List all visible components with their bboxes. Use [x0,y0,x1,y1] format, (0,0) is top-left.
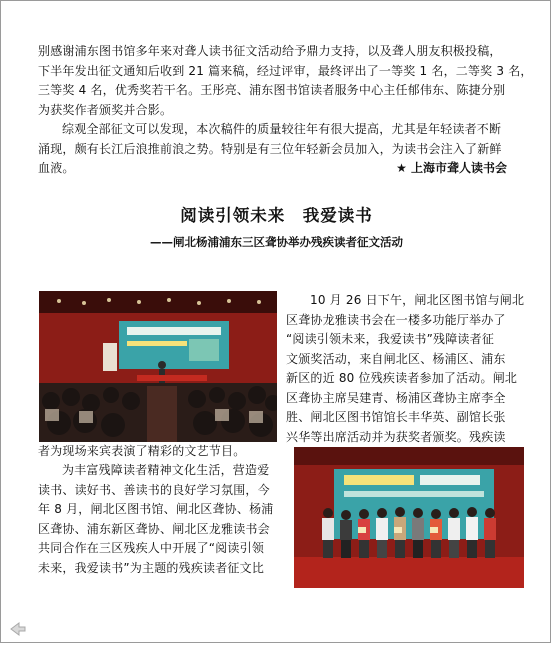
text-line: 读书、读好书、善读书的良好学习氛围，今 [38,482,270,497]
previous-page-arrow-icon[interactable] [10,621,26,635]
event-hall-photo [39,291,277,442]
text-line: 区聋协龙雅读书会在一楼多功能厅举办了 [286,312,506,327]
group-photo [294,447,524,588]
text-line: 兴华等出席活动并为获奖者颁奖。残疾读 [286,429,506,444]
text-line: 为丰富残障读者精神文化生活，营造爱 [62,463,270,477]
text-line: 涌现，颇有长江后浪推前浪之势。特别是有三位年轻新会员加入，为读书会注入了新鲜 [38,141,502,156]
article-subtitle: ——闸北杨浦浦东三区聋协举办残疾读者征文活动 [150,235,403,249]
text-line: 共同合作在三区残疾人中开展了“阅读引领 [38,541,265,555]
text-line: 年 8 月，闸北区图书馆、闸北区聋协、杨浦 [38,502,274,516]
text-line: 胜、闸北区图书馆馆长丰华英、副馆长张 [286,410,506,424]
text-line: 10 月 26 日下午，闸北区图书馆与闸北 [310,293,525,307]
article-title: 阅读引领未来 我爱读书 [180,206,373,225]
text-line: 血液。 [38,161,75,175]
article-paragraph-2 [38,461,288,578]
text-line: 文颁奖活动，来自闸北区、杨浦区、浦东 [286,351,506,366]
text-line: 为获奖作者颁奖并合影。 [38,102,173,117]
article-paragraph-1 [286,291,524,447]
text-line: 新区的近 80 位残疾读者参加了活动。闸北 [286,371,518,385]
text-line: 综观全部征文可以发现，本次稿件的质量较往年有很大提高，尤其是年轻读者不断 [62,122,502,136]
text-line: 别感谢浦东图书馆多年来对聋人读书征文活动给予鼎力支持，以及聋人朋友积极投稿， [38,44,502,58]
text-line: 三等奖 4 名，优秀奖若干名。王彤亮、浦东图书馆读者服务中心主任郁伟东、陈捷分别 [38,83,506,97]
event-hall-illustration [39,291,277,442]
text-line: 未来，我爱读书”为主题的残疾读者征文比 [38,560,265,575]
section1-signature: ★ 上海市聋人读书会 [396,161,507,175]
group-photo-illustration [294,447,524,588]
text-line: 区聋协主席吴建青、杨浦区聋协主席李全 [286,390,506,405]
text-line: 区聋协、浦东新区聋协、闸北区龙雅读书会 [38,521,270,536]
text-line: 下半年发出征文通知后收到 21 篇来稿，经过评审，最终评出了一等奖 1 名，二等奖 3 名， [38,63,533,78]
article-paragraph-1-end: 者为现场来宾表演了精彩的文艺节目。 [38,444,246,458]
text-line: “阅读引领未来，我爱读书”残障读者征 [286,332,495,346]
left-arrow-icon [10,622,26,636]
